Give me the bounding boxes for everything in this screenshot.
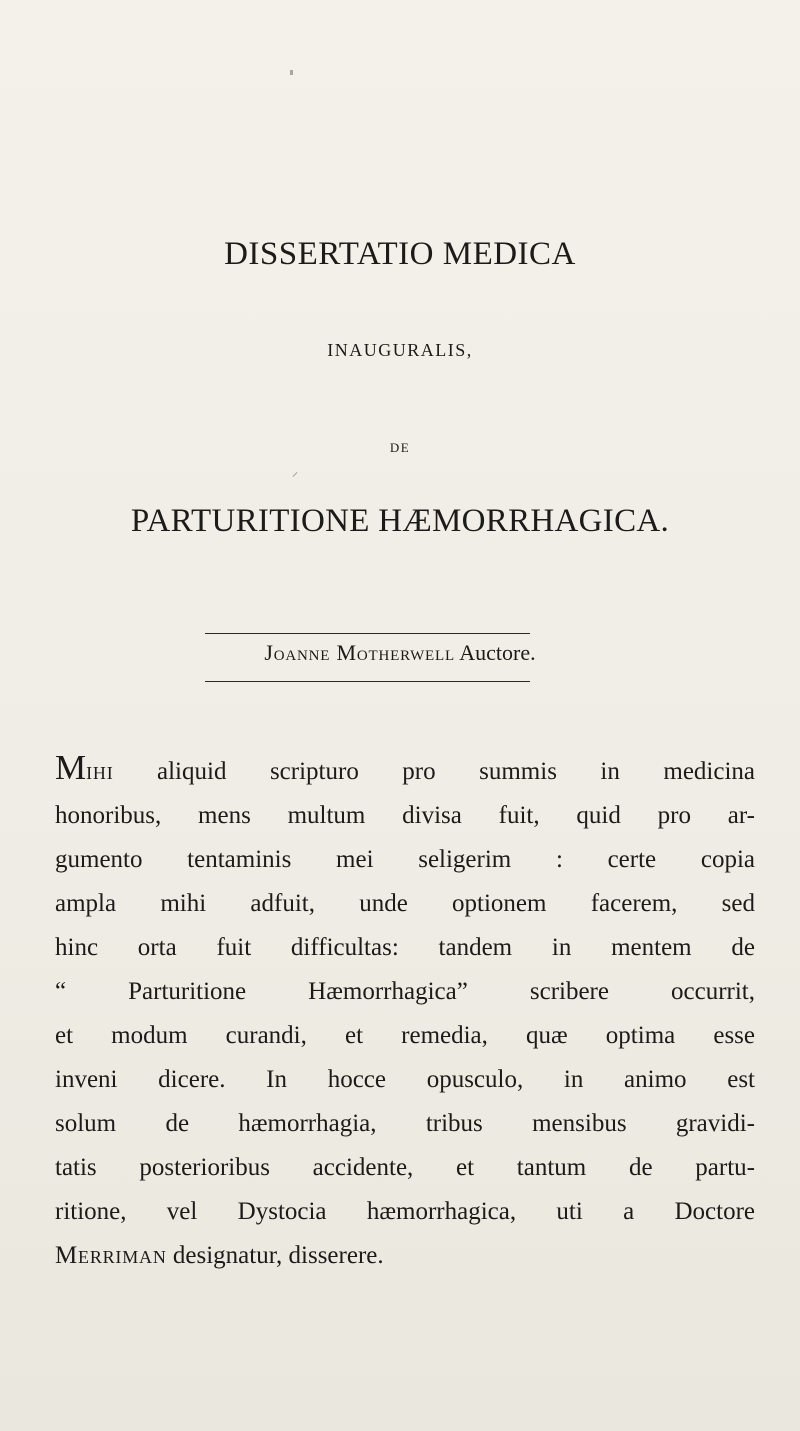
preposition: DE	[389, 440, 411, 455]
paragraph-line: “ Parturitione Hæmorrhagica” scribere occurrit,	[55, 978, 755, 1005]
last-line-rest: designatur, disserere.	[172, 1242, 384, 1269]
rule-above-author	[205, 633, 530, 634]
print-speck	[293, 472, 298, 477]
first-word-rest: ihi	[86, 758, 114, 785]
dissertation-subject: PARTURITIONE HÆMORRHAGICA.	[130, 503, 670, 539]
paragraph-line: hinc orta fuit difficultas: tandem in mentem de	[55, 934, 755, 961]
paragraph-line: ritione, vel Dystocia hæmorrhagica, uti a Doctore	[55, 1198, 755, 1225]
line-1-rest: aliquid scripturo pro summis in medicina	[157, 758, 755, 785]
paragraph-line: gumento tentaminis mei seligerim : certe copia	[55, 846, 755, 873]
cited-name: Merriman	[55, 1242, 167, 1269]
print-speck	[290, 70, 293, 75]
paragraph-line: tatis posterioribus accidente, et tantum de partu-	[55, 1154, 755, 1181]
paragraph-line: solum de hæmorrhagia, tribus mensibus gravidi-	[55, 1110, 755, 1137]
paragraph-line: et modum curandi, et remedia, quæ optima esse	[55, 1022, 755, 1049]
paragraph-line-last	[55, 1234, 755, 1278]
author-suffix: Auctore.	[459, 640, 536, 665]
paragraph-line: inveni dicere. In hocce opusculo, in animo est	[55, 1066, 755, 1093]
author-line	[0, 640, 800, 666]
dissertation-subtitle: INAUGURALIS,	[327, 340, 473, 360]
author-name: Joanne Motherwell	[264, 640, 455, 665]
dropcap: M	[55, 748, 87, 787]
paragraph-line: ampla mihi adfuit, unde optionem facerem, sed	[55, 890, 755, 917]
paragraph-line-1	[55, 746, 755, 794]
dissertation-title: DISSERTATIO MEDICA	[224, 236, 576, 272]
rule-below-author	[205, 681, 530, 682]
body-paragraph	[55, 746, 755, 1278]
paragraph-line: honoribus, mens multum divisa fuit, quid pro ar-	[55, 802, 755, 829]
